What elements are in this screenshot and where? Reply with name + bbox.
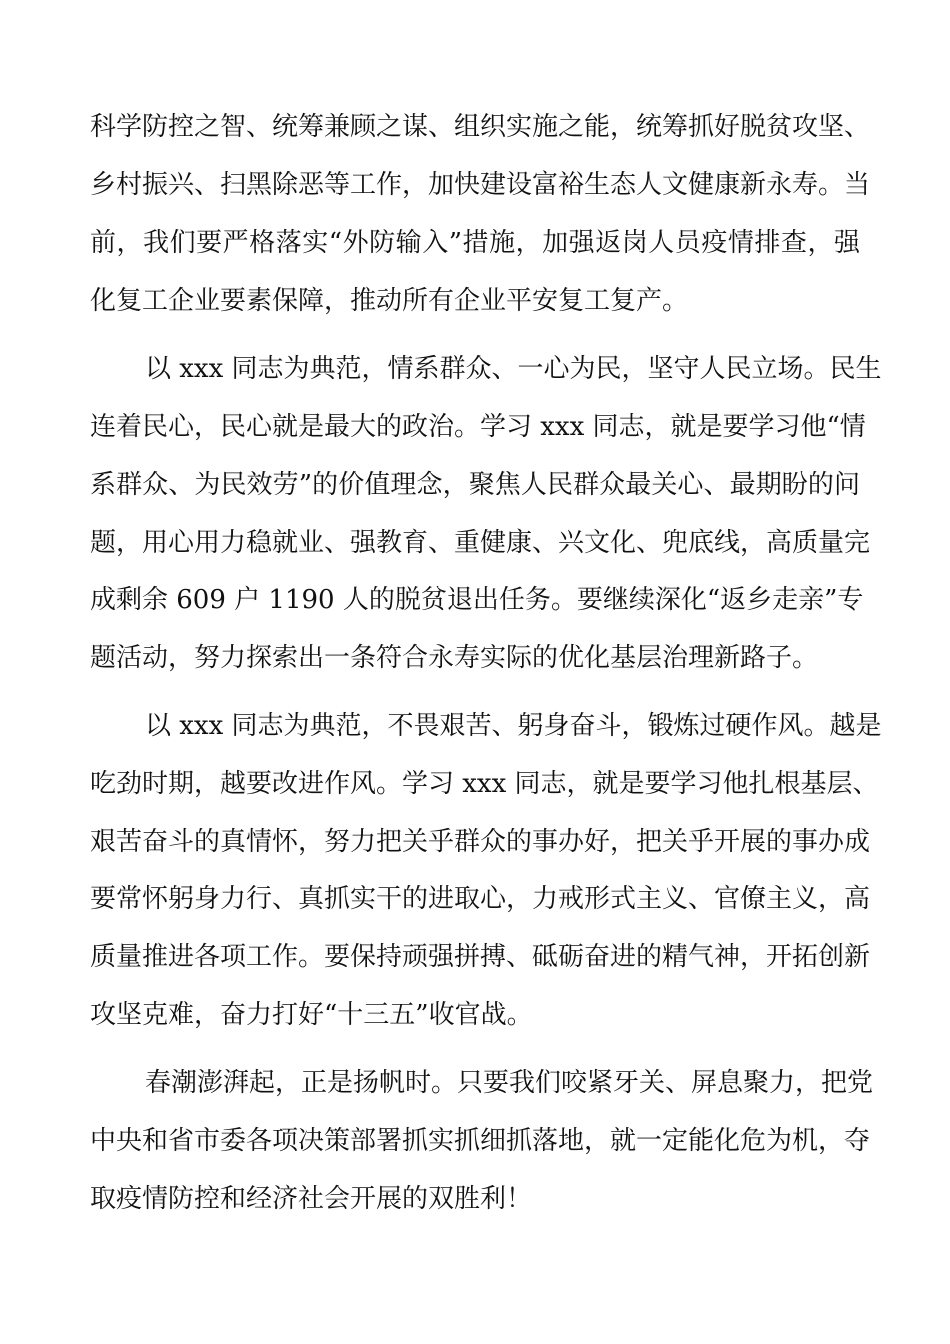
text-line: 成剩余 609 户 1190 人的脱贫退出任务。要继续深化“返乡走亲”专 <box>90 585 864 615</box>
text-line: 科学防控之智、统筹兼顾之谋、组织实施之能，统筹抓好脱贫攻坚、 <box>90 112 871 142</box>
text-line: 艰苦奋斗的真情怀，努力把关乎群众的事办好，把关乎开展的事办成 <box>90 827 871 857</box>
text-line: 中央和省市委各项决策部署抓实抓细抓落地，就一定能化危为机，夺 <box>90 1126 871 1156</box>
text-line: 要常怀躬身力行、真抓实干的进取心，力戒形式主义、官僚主义，高 <box>90 884 871 914</box>
text-line: 题活动，努力探索出一条符合永寿实际的优化基层治理新路子。 <box>90 643 819 673</box>
text-line: 取疫情防控和经济社会开展的双胜利！ <box>90 1184 533 1214</box>
text-line: 春潮澎湃起，正是扬帆时。只要我们咬紧牙关、屏息聚力，把党 <box>145 1068 874 1098</box>
text-line: 攻坚克难，奋力打好“十三五”收官战。 <box>90 1000 533 1030</box>
text-line: 乡村振兴、扫黑除恶等工作，加快建设富裕生态人文健康新永寿。当 <box>90 170 871 200</box>
text-line: 题，用心用力稳就业、强教育、重健康、兴文化、兜底线，高质量完 <box>90 528 871 558</box>
text-line: 吃劲时期，越要改进作风。学习 xxx 同志，就是要学习他扎根基层、 <box>90 769 879 799</box>
text-line: 化复工企业要素保障，推动所有企业平安复工复产。 <box>90 286 689 316</box>
text-line: 以 xxx 同志为典范，不畏艰苦、躬身奋斗，锻炼过硬作风。越是 <box>145 711 882 741</box>
text-line: 系群众、为民效劳”的价值理念，聚焦人民群众最关心、最期盼的问 <box>90 470 860 500</box>
text-line: 质量推进各项工作。要保持顽强拼搏、砥砺奋进的精气神，开拓创新 <box>90 942 871 972</box>
text-line: 前，我们要严格落实“外防输入”措施，加强返岗人员疫情排查，强 <box>90 228 860 258</box>
text-line: 以 xxx 同志为典范，情系群众、一心为民，坚守人民立场。民生 <box>145 354 882 384</box>
text-line: 连着民心，民心就是最大的政治。学习 xxx 同志，就是要学习他“情 <box>90 412 866 442</box>
